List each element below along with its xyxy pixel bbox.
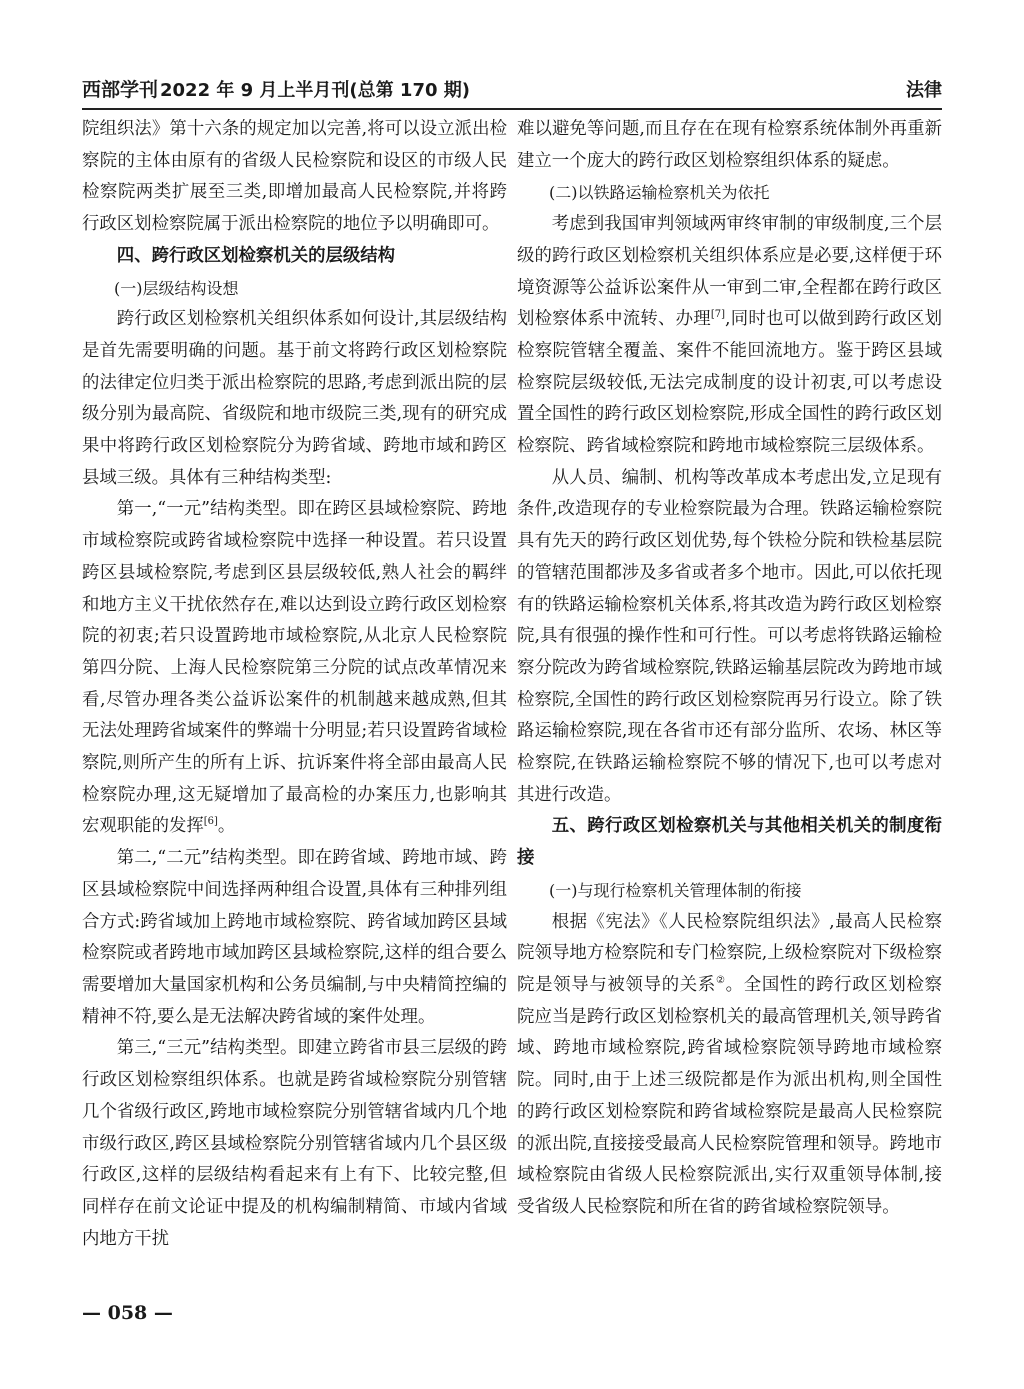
subsection-heading: (一)与现行检察机关管理体制的衔接 xyxy=(549,880,802,900)
paragraph: 第三,“三元”结构类型。即建立跨省市县三层级的跨行政区划检察组织体系。也就是跨省域检察院分别管辖几个省级行政区,跨地市域检察院分别管辖省域内几个地市级行政区,跨区县域检察院分别管辖省域内几个县区级行政区,这样的层级结构看起来有上有下、比较完整,但同样存在前文论证中提及的机构编制精简、市域内省域内地方干扰 xyxy=(82,1038,507,1249)
paragraph xyxy=(517,907,942,1224)
page-header xyxy=(82,72,942,110)
page-number: — 058 — xyxy=(82,1302,173,1324)
paragraph xyxy=(82,494,507,843)
paragraph: 院组织法》第十六条的规定加以完善,将可以设立派出检察院的主体由原有的省级人民检察院和设区的市级人民检察院两类扩展至三类,即增加最高人民检察院,并将跨行政区划检察院属于派出检察院的地位予以明确即可。 xyxy=(82,119,507,235)
reference-mark: [7] xyxy=(710,309,726,321)
paragraph: 第二,“二元”结构类型。即在跨省域、跨地市域、跨区县域检察院中间选择两种组合设置,具体有三种排列组合方式:跨省域加上跨地市域检察院、跨省域加跨区县域检察院或者跨地市域加跨区县域检察院,这样的组合要么需要增加大量国家机构和公务员编制,与中央精简控编的精神不符,要么是无法解决跨省域的案件处理。 xyxy=(82,848,507,1027)
journal-logo: 西部学刊 xyxy=(82,79,159,101)
subsection-heading: (一)层级结构设想 xyxy=(114,278,239,298)
paragraph: 跨行政区划检察机关组织体系如何设计,其层级结构是首先需要明确的问题。基于前文将跨行政区划检察院的法律定位归类于派出检察院的思路,考虑到派出院的层级分别为最高院、省级院和地市级院三类,现有的研究成果中将跨行政区划检察院分为跨省域、跨地市域和跨区县域三级。具体有三种结构类型: xyxy=(82,309,507,488)
paragraph-text: 。全国性的跨行政区划检察院应当是跨行政区划检察机关的最高管理机关,领导跨省域、跨地市域检察院,跨省域检察院领导跨地市域检察院。同时,由于上述三级院都是作为派出机构,则全国性的跨行政区划检察院和跨省域检察院是最高人民检察院的派出院,直接接受最高人民检察院管理和领导。跨地市域检察院由省级人民检察院派出,实行双重领导体制,接受省级人民检察院和所在省的跨省域检察院领导。 xyxy=(517,974,942,1217)
paragraph: 难以避免等问题,而且存在在现有检察系统体制外再重新建立一个庞大的跨行政区划检察组织体系的疑虑。 xyxy=(517,119,942,171)
right-column xyxy=(517,114,942,1224)
paragraph-text: 考虑到我国审判领域两审终审制的审级制度,三个层级的跨行政区划检察机关组织体系应是必要,这样便于环境资源等公益诉讼案件从一审到二审,全程都在跨行政区划检察体系中流转、办理 xyxy=(517,214,942,330)
section-name: 法律 xyxy=(906,80,942,101)
paragraph xyxy=(517,209,942,463)
paragraph-text: ,同时也可以做到跨行政区划检察院管辖全覆盖、案件不能回流地方。鉴于跨区县域检察院层级较低,无法完成制度的设计初衷,可以考虑设置全国性的跨行政区划检察院,形成全国性的跨行政区划检察院、跨省域检察院和跨地市域检察院三层级体系。 xyxy=(517,309,942,457)
paragraph-text: 根据《宪法》《人民检察院组织法》,最高人民检察院领导地方检察院和专门检察院,上级检察院对下级检察院是领导与被领导的关系 xyxy=(517,911,942,995)
paragraph-text: 。 xyxy=(217,816,236,837)
section-heading: 五、跨行政区划检察机关与其他相关机关的制度衔接 xyxy=(517,816,942,869)
section-heading: 四、跨行政区划检察机关的层级结构 xyxy=(116,245,396,266)
issue-info: 2022 年 9 月上半月刊(总第 170 期) xyxy=(160,80,470,101)
subsection-heading: (二)以铁路运输检察机关为依托 xyxy=(549,183,770,203)
paragraph-text: 第一,“一元”结构类型。即在跨区县域检察院、跨地市域检察院或跨省域检察院中选择一种设置。若只设置跨区县域检察院,考虑到区县层级较低,熟人社会的羁绊和地方主义干扰依然存在,难以达到设立跨行政区划检察院的初衷;若只设置跨地市域检察院,从北京人民检察院第四分院、上海人民检察院第三分院的试点改革情况来看,尽管办理各类公益诉讼案件的机制越来越成熟,但其无法处理跨省域案件的弊端十分明显;若只设置跨省域检察院,则所产生的所有上诉、抗诉案件将全部由最高人民检察院办理,这无疑增加了最高检的办案压力,也影响其宏观职能的发挥 xyxy=(82,499,507,837)
paragraph: 从人员、编制、机构等改革成本考虑出发,立足现有条件,改造现存的专业检察院最为合理。铁路运输检察院具有先天的跨行政区划优势,每个铁检分院和铁检基层院的管辖范围都涉及多省或者多个地市。因此,可以依托现有的铁路运输检察机关体系,将其改造为跨行政区划检察院,具有很强的操作性和可行性。可以考虑将铁路运输检察分院改为跨省域检察院,铁路运输基层院改为跨地市域检察院,全国性的跨行政区划检察院再另行设立。除了铁路运输检察院,现在各省市还有部分监所、农场、林区等检察院,在铁路运输检察院不够的情况下,也可以考虑对其进行改造。 xyxy=(517,467,942,805)
reference-mark: [6] xyxy=(203,816,218,828)
left-column xyxy=(82,114,507,1255)
footnote-mark: ② xyxy=(715,975,726,987)
